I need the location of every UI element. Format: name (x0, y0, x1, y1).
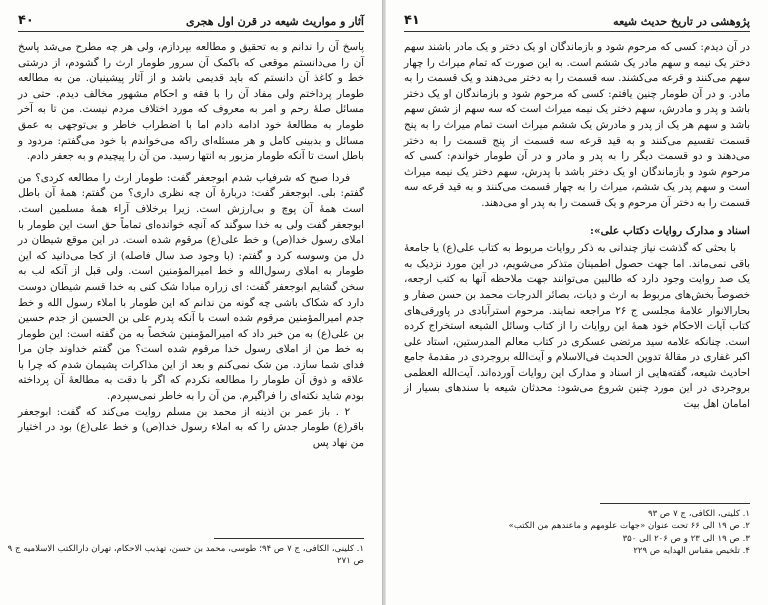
running-title: آثار و مواریث شیعه در قرن اول هجری (185, 15, 364, 28)
footnote: ۲. ص ۱۹ الی ۶۶ تحت عنوان «جهات علومهم و ماعندهم من الکتب» (508, 521, 750, 532)
paragraph: با بحثی که گذشت نیاز چندانی به ذکر روایات مربوط به کتاب علی(ع) یا جامعهٔ باقی نمی‌ماند. اما جهت حصول اطمینان متذکر می‌شویم، در این مورد نزدیک به یک صد روایت وجود دارد که طالبین می‌توانند جهت ملاحظه آنها به کتب ارجعه، خصوصاً بخش‌های مربوط به ارث و دیات، بصائر الدرجات محمد بن حسن صفار و بحارالانوار علامهٔ مجلسی ج ۲۶ مراجعه نمایند. مرحوم استرآبادی در پاورقی‌های کتاب آیات الاحکام خود همهٔ این روایات را از کتاب وسائل الشیعه استخراج کرده است. چنانکه علامه سید مرتضی عسکری در کتاب معالم المدرستین، استاد علی اکبر غفاری در مقالهٔ تدوین الحدیث فی‌الاسلام و آیت‌الله بروجردی در مقدمهٔ جامع احادیث شیعه، گفته‌هایی از اسناد و مدارک این روایات آورده‌اند. آیت‌الله العظمی بروجردی در این مورد چنین شروع می‌شود: محدثان شیعه با سندهای بسیار از امامان اهل بیت (404, 242, 750, 411)
left-page-body (18, 40, 364, 451)
paragraph: در آن دیدم: کسی که مرحوم شود و بازماندگان او یک دختر و یک مادر باشند سهم دختر یک نیمه و سهم مادر یک ششم است. به این صورت که تمام میراث را چهار سهم می‌کنند و قرعه می‌کشند. سه قسمت را به دختر می‌دهند و یک قسمت را به مادر. و در آن طومار چنین یافتم: کسی که مرحوم شود و بازماندگان او یک دختر باشد و پدر و مادرش، سهم دختر یک نیمه میراث است که سه سهم از شش سهم باشد و سهم هر یک از پدر و مادرش یک ششم میراث است تمام میراث را به پنج قسمت تقسیم می‌کنند و به قید قرعه سه قسمت از پنج قسمت را به دختر می‌دهند و دو قسمت دیگر را به پدر و مادر و در آن طومار خواندم: کسی که مرحوم شود و بازماندگان او یک دختر باشد با پدرش، سهم دختر یک نیمه میراث است و سهم پدر یک ششم، میراث را به چهار قسمت می‌کنند و به قید قرعه سه قسمت را به دختر آن مرحوم و یک قسمت را به پدر او می‌دهند. (404, 41, 750, 209)
footnote-rule (600, 503, 750, 504)
right-page-header (404, 10, 750, 32)
paragraph: فردا صبح که شرفیاب شدم ابوجعفر گفت: طومار ارث را مطالعه کردی؟ من گفتم: بلی. ابوجعفر گفت: دربارهٔ آن چه نظری داری؟ من گفتم: همهٔ آن باطل است همهٔ آن پوچ و بی‌ارزش است. زیرا برخلاف آراء همهٔ مسلمین است. ابوجعفر گفت ولی به خدا سوگند که آنچه خوانده‌ای تماماً حق است این طومار با املای رسول خدا(ص) و خط علی(ع) مرقوم شده است. در این موقع شیطان در دل من وسوسه کرد و گفتم: (با وجود صد سال فاصله) از کجا می‌دانید که این طومار به املای رسول‌الله و خط امیرالمؤمنین است. ولی قبل از آنکه لب به سخن گشایم ابوجعفر گفت: ای زراره مبادا شک کنی به خدا قسم شیطان دوست دارد که شکاک باشی چه گونه من ندانم که این طومار با املاء رسول الله و خط جدم امیرالمؤمنین مرقوم شده است با آنکه پدرم علی بن الحسین از جدم حسین بن علی(ع) به من خبر داد که امیرالمؤمنین شخصاً به من گفته است: این طومار به خط من از املای رسول خدا مرقوم شده است؟ من گفتم خداوند جان مرا فدای شما سازد. من شک نمی‌کنم و بعد از این مذاکرات پشیمان شدم که چرا با علاقه و ذوق آن طومار را مطالعه نکردم که اگر با دقت به مطالعهٔ آن پرداخته بودم شاید نکته‌ای را فراگیرم. من آن را به خاطر نمی‌سپردم. (18, 171, 364, 403)
footnote: ۱. کلینی، الکافی، ج ۷ ص ۹۳ (647, 509, 750, 519)
page-number: ۴۱ (404, 13, 420, 28)
footnote-rule (214, 538, 364, 539)
left-page-header (18, 10, 364, 32)
footnote: ص ۲۷۱ (337, 556, 364, 567)
paragraph: ۲ . باز عمر بن اذینه از محمد بن مسلم روایت می‌کند که گفت: ابوجعفر باقر(ع) طومار جدش را که به املاء رسول خدا(ص) و خط علی(ع) بود در اختیار من نهاد پس (18, 405, 364, 449)
footnote: ۳. ص ۱۹ الی ۲۳ و ص ۲۰۶ الی ۳۵۰ (622, 533, 750, 544)
footnotes (7, 543, 364, 568)
right-page (385, 0, 768, 605)
paragraph: پاسخ آن را ندانم و به تحقیق و مطالعه بپردازم، ولی هر چه مطرح می‌شد پاسخ آن را می‌دانستم موقعی که باکمک آن سرور طومار ارث را گشودم، از درشتی خط و کاغذ آن دانستم که باید قدیمی باشد و از آثار پیشینیان. من به مطالعه طومار پرداختم ولی مفاد آن را با فقه و احکام مشهور مخالف دیدم. حتی در مسائل صلهٔ رحم و امر به معروف که مورد اختلاف مردم نیست. من تا به آخر طومار به مطالعهٔ خود ادامه دادم اما با اضطراب خاطر و بی‌توجهی به عمق مسائل و بدبینی کامل و هر مسئله‌ای راکه می‌خواندم با خود می‌گفتم: مردود و باطل است تا آنکه طومار مزبور به انتها رسید. من آن را پیچیدم و به جعفر دادم. (18, 41, 364, 163)
footnote: ۱. کلینی، الکافی، ج ۷ ص ۹۴؛ طوسی، محمد بن حسن، تهذیب الاحکام، تهران دارالکتب الاسلامیه ج ۹ (7, 544, 364, 554)
footnotes (404, 508, 750, 558)
left-page (0, 0, 383, 605)
section-heading: اسناد و مدارک روایات دکتاب علی»: (590, 224, 750, 237)
page-number: ۴۰ (18, 13, 34, 28)
right-page-body (404, 40, 750, 413)
footnote: ۴. تلخیص مقباس الهدایه ص ۲۲۹ (633, 546, 750, 557)
running-title: پژوهشی در تاریخ حدیث شیعه (613, 15, 750, 28)
